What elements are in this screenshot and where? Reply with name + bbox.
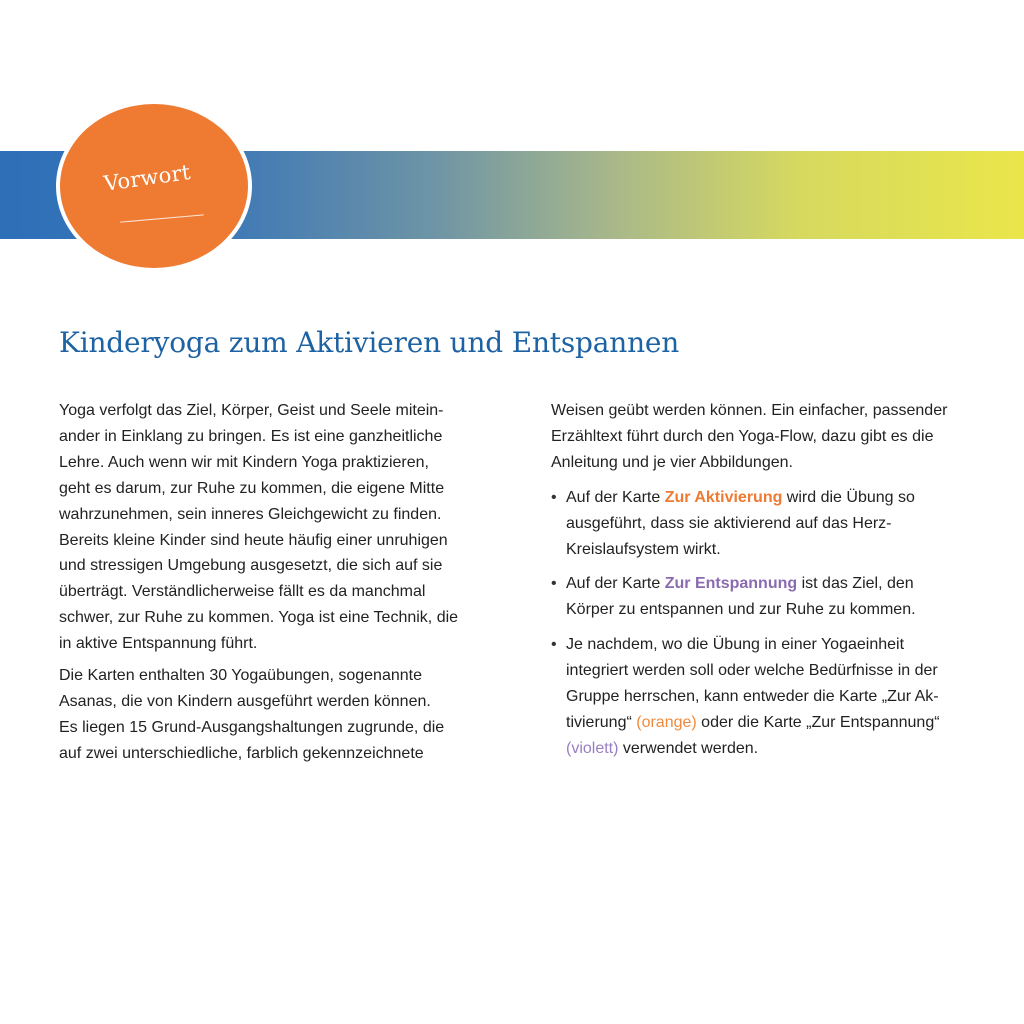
text-line: Je nachdem, wo die Übung in einer Yogaeinheit [566, 636, 905, 654]
text-line: ander in Einklang zu bringen. Es ist eine ganzheitliche [59, 427, 443, 445]
cards-paragraph [59, 663, 479, 767]
text-line: ausgeführt, dass sie aktivierend auf das Herz- [566, 514, 892, 532]
text-line: wahrzunehmen, sein inneres Gleichgewicht zu finden. [59, 505, 442, 523]
text-fragment: wird die Übung so [782, 488, 915, 506]
text-line: und stressigen Umgebung ausgesetzt, die sich auf sie [59, 557, 443, 575]
text-fragment: Auf der Karte [566, 488, 665, 506]
left-column [59, 398, 479, 773]
text-fragment: ist das Ziel, den [797, 575, 914, 593]
text-line: Gruppe herrschen, kann entweder die Karte „Zur Ak- [566, 688, 939, 706]
section-badge-label: Vorwort [102, 159, 192, 196]
text-line: geht es darum, zur Ruhe zu kommen, die eigene Mitte [59, 479, 445, 497]
text-line: in aktive Entspannung führt. [59, 635, 258, 653]
text-line: Es liegen 15 Grund-Ausgangshaltungen zugrunde, die [59, 718, 445, 736]
text-line: Erzähltext führt durch den Yoga-Flow, dazu gibt es die [551, 427, 934, 445]
text-line: Anleitung und je vier Abbildungen. [551, 453, 793, 471]
text-fragment: verwendet werden. [618, 739, 759, 757]
right-column [551, 398, 971, 762]
text-line: Asanas, die von Kindern ausgeführt werden können. [59, 692, 431, 710]
highlight-relaxation: Zur Entspannung [664, 575, 798, 593]
highlight-activation: Zur Aktivierung [664, 488, 783, 506]
orange-tag: (orange) [636, 713, 697, 731]
text-fragment: Auf der Karte [566, 575, 665, 593]
text-line: Weisen geübt werden können. Ein einfacher, passender [551, 402, 948, 419]
text-fragment: tivierung“ [566, 713, 637, 731]
page-title: Kinderyoga zum Aktivieren und Entspannen [59, 326, 680, 359]
text-line: Kreislaufsystem wirkt. [566, 540, 721, 558]
text-line: Körper zu entspannen und zur Ruhe zu kommen. [566, 601, 916, 619]
bullet-usage [551, 632, 971, 762]
text-fragment: oder die Karte „Zur Entspannung“ [696, 713, 940, 731]
text-line: schwer, zur Ruhe zu kommen. Yoga ist eine Technik, die [59, 609, 459, 627]
text-line: Bereits kleine Kinder sind heute häufig einer unruhigen [59, 531, 448, 549]
text-line: Lehre. Auch wenn wir mit Kindern Yoga praktizieren, [59, 453, 429, 471]
bullet-list [551, 485, 971, 762]
bullet-relaxation [551, 571, 971, 623]
text-line: überträgt. Verständlicherweise fällt es da manchmal [59, 583, 426, 601]
violet-tag: (violett) [566, 739, 619, 757]
intro-paragraph [59, 398, 479, 657]
text-line: auf zwei unterschiedliche, farblich gekennzeichnete [59, 744, 424, 762]
text-line: integriert werden soll oder welche Bedürfnisse in der [566, 662, 938, 680]
text-line: Yoga verfolgt das Ziel, Körper, Geist und Seele mitein- [59, 402, 444, 419]
continuation-paragraph [551, 398, 971, 476]
text-line: Die Karten enthalten 30 Yogaübungen, sogenannte [59, 667, 422, 685]
bullet-activation [551, 485, 971, 563]
